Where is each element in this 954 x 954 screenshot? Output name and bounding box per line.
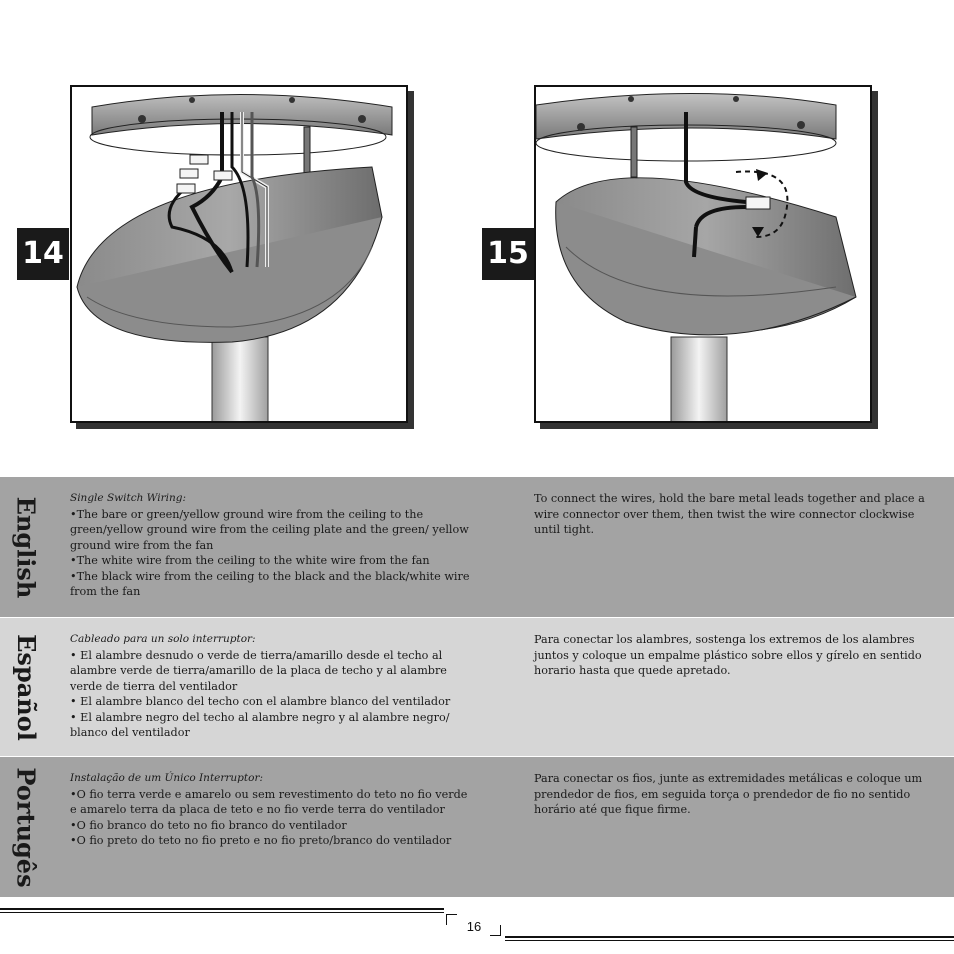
portugues-heading: Instalação de um Único Interruptor:: [70, 772, 263, 784]
page-number: 16: [466, 919, 482, 934]
footer-divider-left: [0, 908, 444, 910]
portugues-connect-instructions: Para conectar os fios, junte as extremidades metálicas e coloque um prendedor de fios, em seguida torça o prendedor de fio no sentido horário até que fique firme.: [534, 772, 923, 816]
espanol-wiring-instructions: [70, 632, 470, 741]
portugues-item-1: •O fio terra verde e amarelo ou sem revestimento do teto no fio verde e amarelo terra da placa de teto e no fio verde terra do ventilador: [70, 787, 468, 816]
language-label-portugues: Portugês: [11, 766, 41, 888]
english-section: [0, 477, 954, 617]
portugues-section: [0, 757, 954, 897]
step-14-illustration: [70, 85, 408, 423]
espanol-item-1: • El alambre desnudo o verde de tierra/amarillo desde el techo al alambre verde de tierra/amarillo de la placa de techo y al alambre verde de tierra del ventilador: [70, 648, 447, 693]
step-15-illustration: [534, 85, 872, 423]
english-item-1: •The bare or green/yellow ground wire from the ceiling to the green/yellow ground wire from the ceiling plate and the green/ yellow ground wire from the fan: [70, 507, 469, 552]
portugues-wiring-instructions: [70, 771, 470, 849]
english-item-2: •The white wire from the ceiling to the white wire from the fan: [70, 554, 430, 567]
espanol-section: [0, 618, 954, 756]
espanol-item-2: • El alambre blanco del techo con el alambre blanco del ventilador: [70, 695, 451, 708]
footer-divider-left-thin: [0, 912, 444, 913]
portugues-item-2: •O fio branco do teto no fio branco do ventilador: [70, 818, 347, 832]
fan-canopy-wiring-illustration: [72, 87, 406, 421]
portugues-item-3: •O fio preto do teto no fio preto e no fio preto/branco do ventilador: [70, 834, 452, 847]
language-label-english: English: [11, 496, 41, 598]
espanol-heading: Cableado para un solo interruptor:: [70, 633, 256, 645]
english-connect-instructions: To connect the wires, hold the bare metal leads together and place a wire connector over them, then twist the wire connector clockwise until tight.: [534, 492, 925, 536]
language-label-espanol: Español: [11, 633, 41, 741]
step-15-badge: 15: [482, 228, 534, 280]
espanol-item-3: • El alambre negro del techo al alambre negro y al alambre negro/ blanco del ventilador: [70, 710, 450, 739]
english-wiring-instructions: [70, 491, 470, 600]
footer-divider-right: [505, 936, 954, 938]
step-14-badge: 14: [17, 228, 69, 280]
footer-divider-right-thin: [505, 940, 954, 941]
espanol-connect-instructions: Para conectar los alambres, sostenga los extremos de los alambres juntos y coloque un empalme plástico sobre ellos y gírelo en sentido horario hasta que quede apretado.: [534, 633, 922, 677]
english-item-3: •The black wire from the ceiling to the black and the black/white wire from the fan: [70, 569, 470, 598]
english-heading: Single Switch Wiring:: [70, 492, 187, 504]
wire-connector-twist-illustration: [536, 87, 870, 421]
